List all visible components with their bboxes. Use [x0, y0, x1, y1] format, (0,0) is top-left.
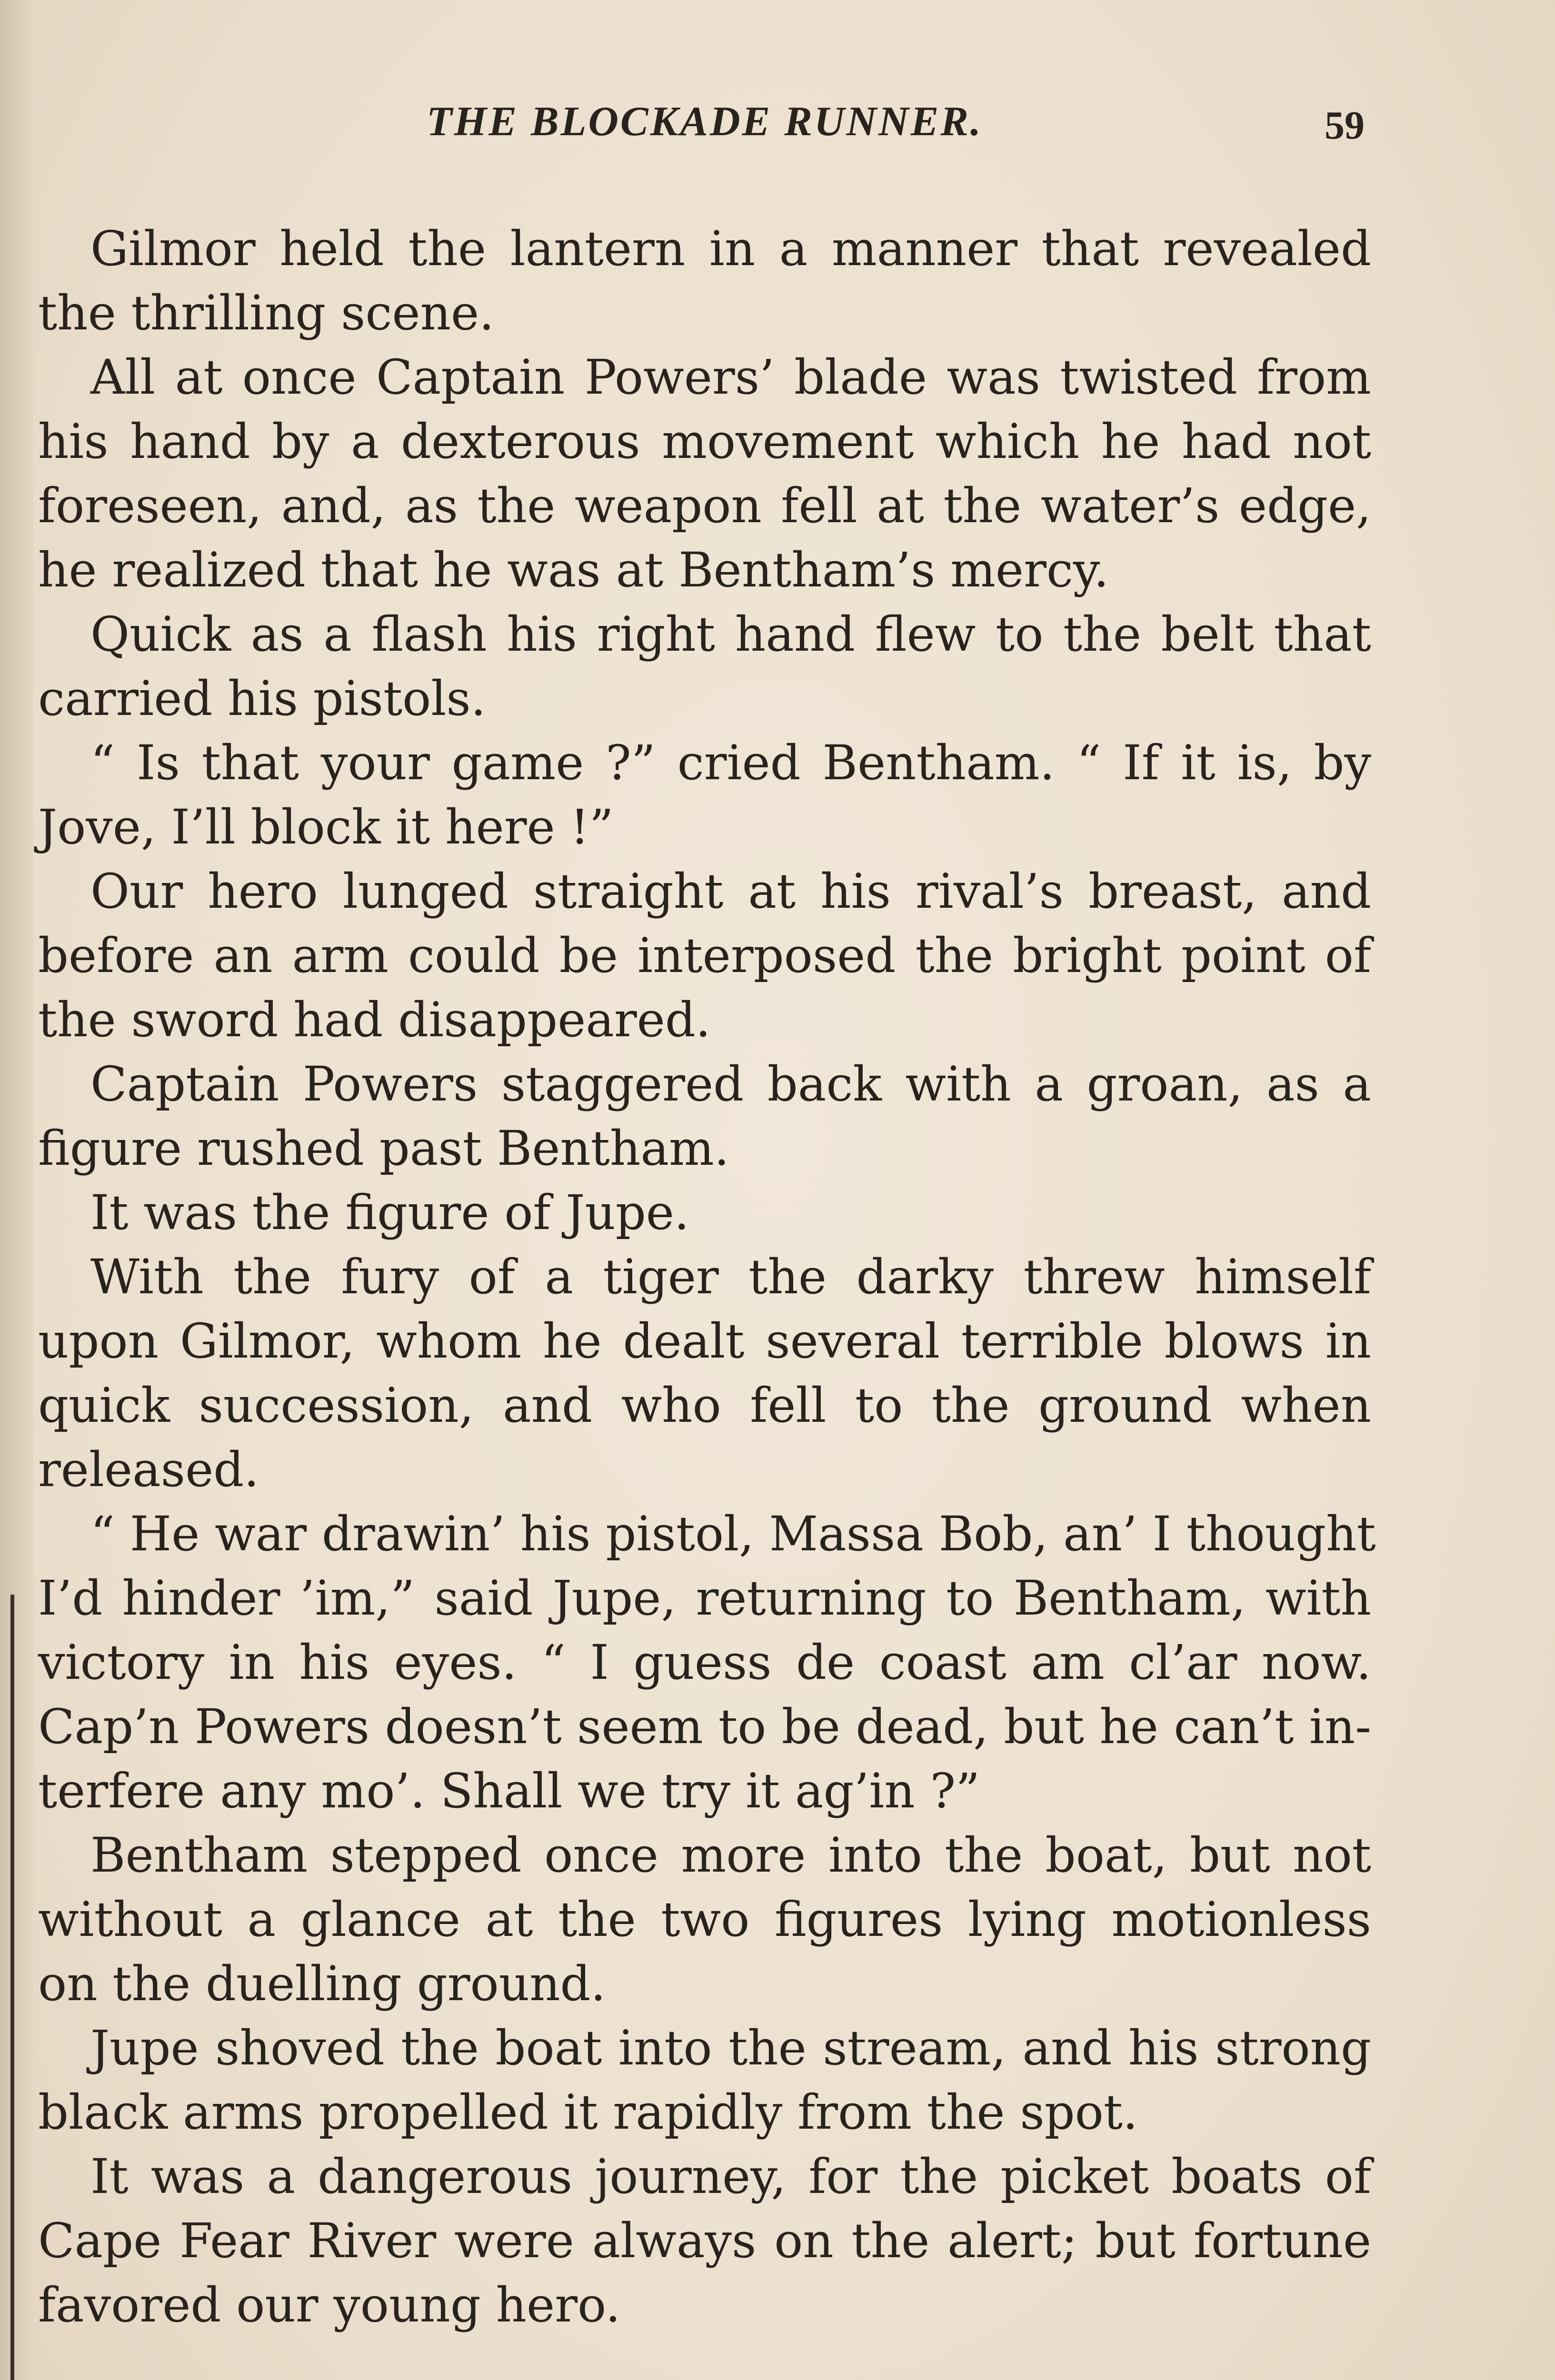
text-line: Bentham stepped once more into the boat, but not	[90, 1827, 1371, 1883]
text-line: figure rushed past Bentham.	[38, 1121, 729, 1176]
text-line: All at once Captain Powers’ blade was twisted from	[90, 349, 1371, 405]
text-line: “ He war drawin’ his pistol, Massa Bob, an’ I thought	[90, 1506, 1376, 1562]
page-number: 59	[1325, 103, 1365, 148]
text-line: he realized that he was at Bentham’s mercy.	[38, 542, 1109, 598]
text-line: foreseen, and, as the weapon fell at the water’s edge,	[38, 478, 1371, 534]
text-line: on the duelling ground.	[38, 1956, 606, 2012]
text-line: the sword had disappeared.	[38, 992, 711, 1048]
page-binding-edge	[0, 0, 33, 2380]
text-line: With the fury of a tiger the darky threw himself	[90, 1249, 1371, 1305]
text-line: Cape Fear River were always on the alert; but fortune	[38, 2213, 1371, 2269]
text-line: It was a dangerous journey, for the picket boats of	[90, 2149, 1371, 2204]
text-line: Cap’n Powers doesn’t seem to be dead, but he can’t in-	[38, 1699, 1371, 1755]
text-line: Our hero lunged straight at his rival’s breast, and	[90, 863, 1371, 919]
text-line: Gilmor held the lantern in a manner that revealed	[90, 221, 1371, 277]
text-line: Jupe shoved the boat into the stream, and his strong	[90, 2020, 1371, 2076]
text-line: I’d hinder ’im,” said Jupe, returning to Bentham, with	[38, 1570, 1371, 1626]
text-line: It was the figure of Jupe.	[90, 1185, 689, 1240]
text-line: released.	[38, 1442, 259, 1497]
text-line: Jove, I’ll block it here !”	[38, 799, 614, 855]
text-line: Captain Powers staggered back with a groan, as a	[90, 1056, 1371, 1112]
text-line: victory in his eyes. “ I guess de coast am cl’ar now.	[38, 1635, 1371, 1690]
text-line: the thrilling scene.	[38, 285, 494, 341]
text-line: Quick as a flash his right hand flew to the belt that	[90, 606, 1371, 662]
running-title: THE BLOCKADE RUNNER.	[427, 99, 983, 145]
text-line: favored our young hero.	[38, 2277, 621, 2333]
text-line: black arms propelled it rapidly from the spot.	[38, 2084, 1138, 2140]
text-line: “ Is that your game ?” cried Bentham. “ If it is, by	[90, 735, 1371, 791]
text-line: before an arm could be interposed the bright point of	[38, 928, 1371, 983]
text-line: without a glance at the two figures lying motionless	[38, 1892, 1371, 1947]
text-line: terfere any mo’. Shall we try it ag’in ?”	[38, 1763, 980, 1819]
text-line: quick succession, and who fell to the ground when	[38, 1378, 1371, 1433]
page-header	[0, 98, 1555, 159]
text-line: upon Gilmor, whom he dealt several terrible blows in	[38, 1313, 1371, 1369]
text-line: carried his pistols.	[38, 671, 486, 726]
text-line: his hand by a dexterous movement which he had not	[38, 414, 1371, 469]
body-text	[38, 217, 1376, 2337]
